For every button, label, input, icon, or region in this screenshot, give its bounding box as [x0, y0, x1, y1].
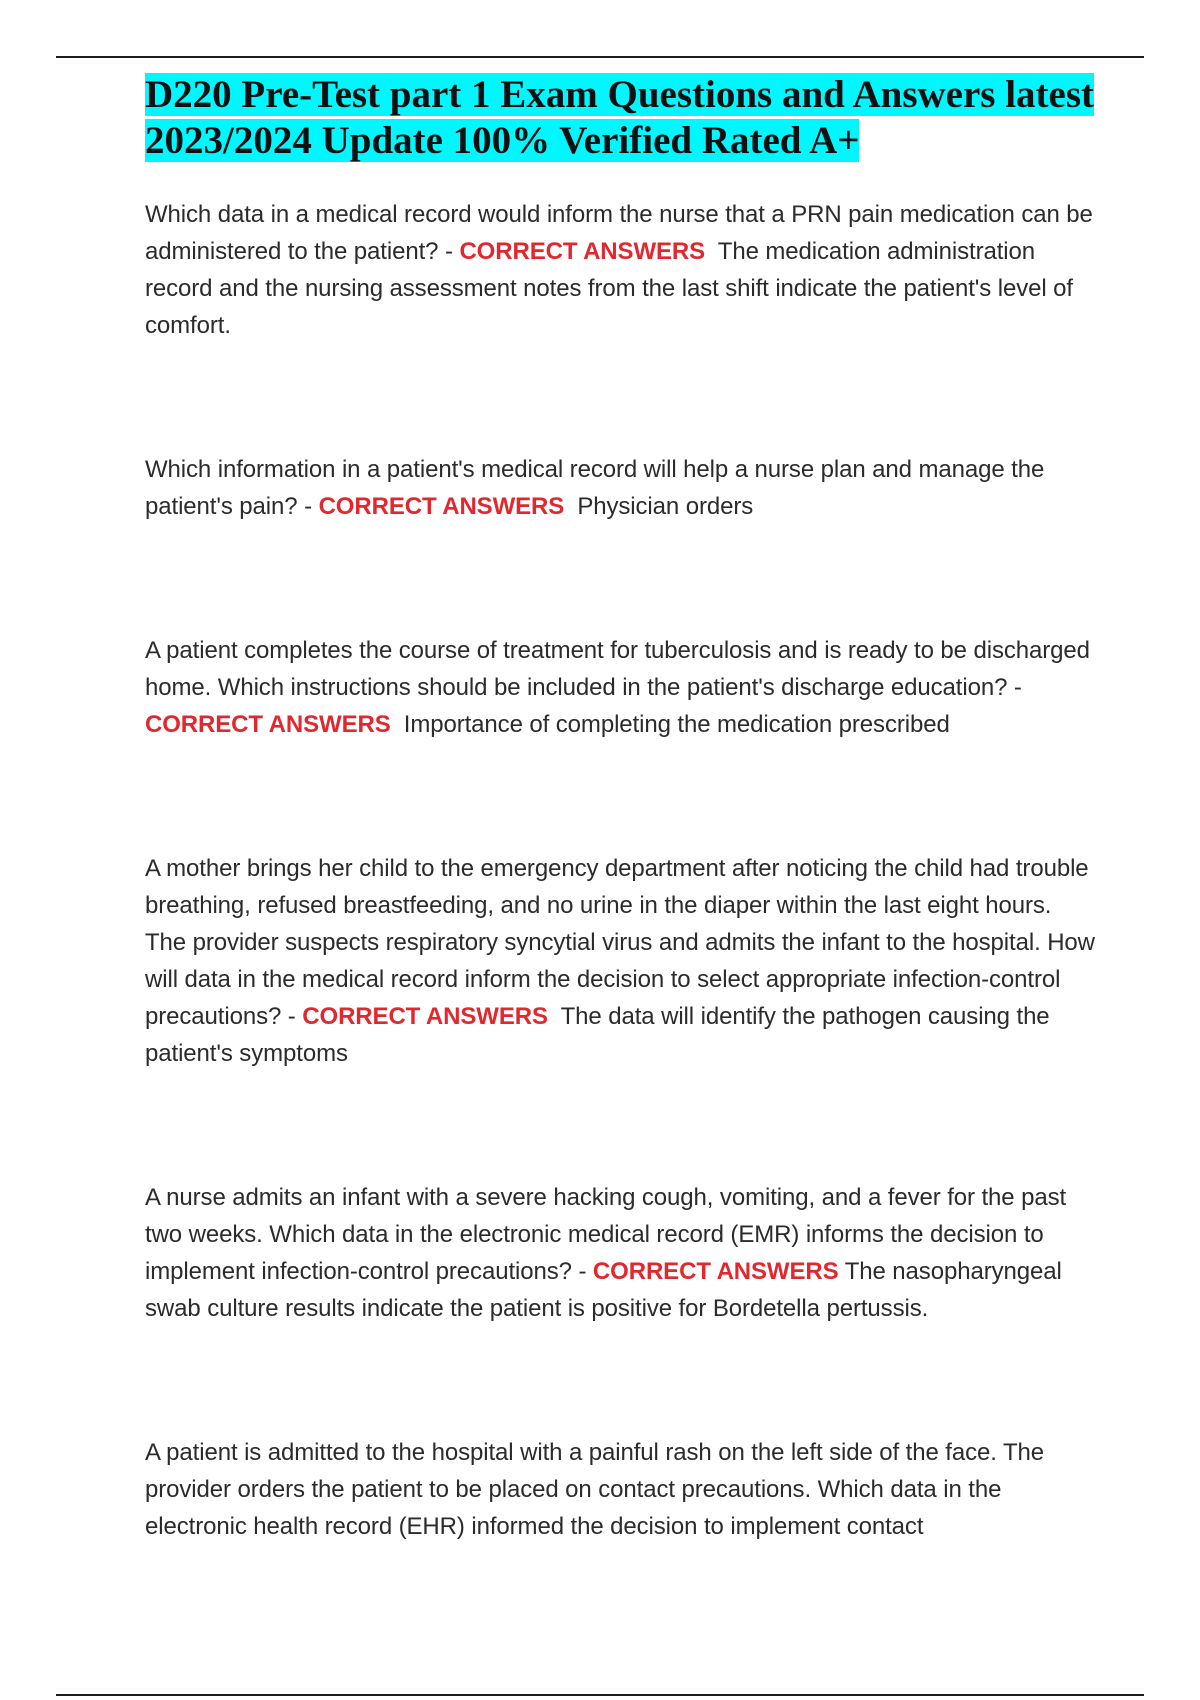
separator: - [571, 1258, 593, 1285]
document-body [145, 72, 1095, 1545]
correct-answers-label: CORRECT ANSWERS [145, 711, 391, 738]
title-highlight: D220 Pre-Test part 1 Exam Questions and Answers latest 2023/2024 Update 100% Verified Rated A+ [145, 73, 1095, 162]
bottom-divider [56, 1694, 1144, 1696]
answer-text: The nasopharyngeal swab culture results indicate the patient is positive for Bordetella pertussis. [145, 1258, 1062, 1322]
answer-text: Physician orders [577, 493, 754, 520]
question-text: Which information in a patient's medical record will help a nurse plan and manage the patient's pain? [145, 456, 1045, 520]
top-divider [56, 56, 1144, 58]
correct-answers-label: CORRECT ANSWERS [592, 1258, 839, 1285]
qa-item-6 [145, 1434, 1095, 1545]
document-title [145, 72, 1095, 164]
qa-item-3 [145, 632, 1095, 743]
separator: - [438, 238, 460, 265]
qa-item-1 [145, 196, 1095, 344]
question-text: A mother brings her child to the emergency department after noticing the child had trouble breathing, refused breastfeeding, and no urine in the diaper within the last eight hours. The provider suspects respiratory syncytial virus and admits the infant to the hospital. How will data in the medical record inform the decision to select appropriate infection-control precautions? [145, 855, 1095, 1030]
correct-answers-label: CORRECT ANSWERS [302, 1003, 548, 1030]
separator: - [1007, 674, 1022, 701]
correct-answers-label: CORRECT ANSWERS [459, 238, 706, 265]
separator: - [281, 1003, 303, 1030]
separator: - [297, 493, 319, 520]
question-text: Which data in a medical record would inform the nurse that a PRN pain medication can be administered to the patient? [145, 201, 1093, 265]
qa-item-5 [145, 1179, 1095, 1327]
qa-item-4 [145, 850, 1095, 1072]
question-text: A patient is admitted to the hospital with a painful rash on the left side of the face. The provider orders the patient to be placed on contact precautions. Which data in the electronic health record (EHR) informed the decision to implement contact [145, 1439, 1045, 1540]
answer-text: Importance of completing the medication prescribed [403, 711, 950, 738]
answer-text: The data will identify the pathogen causing the patient's symptoms [145, 1003, 1050, 1067]
question-text: A nurse admits an infant with a severe hacking cough, vomiting, and a fever for the past two weeks. Which data in the electronic medical record (EMR) informs the decision to implement infection-control precautions? [145, 1184, 1067, 1285]
answer-text: The medication administration record and the nursing assessment notes from the last shift indicate the patient's level of comfort. [145, 238, 1073, 339]
question-text: A patient completes the course of treatment for tuberculosis and is ready to be discharged home. Which instructions should be included in the patient's discharge education? [145, 637, 1090, 701]
correct-answers-label: CORRECT ANSWERS [318, 493, 565, 520]
qa-item-2 [145, 451, 1095, 525]
